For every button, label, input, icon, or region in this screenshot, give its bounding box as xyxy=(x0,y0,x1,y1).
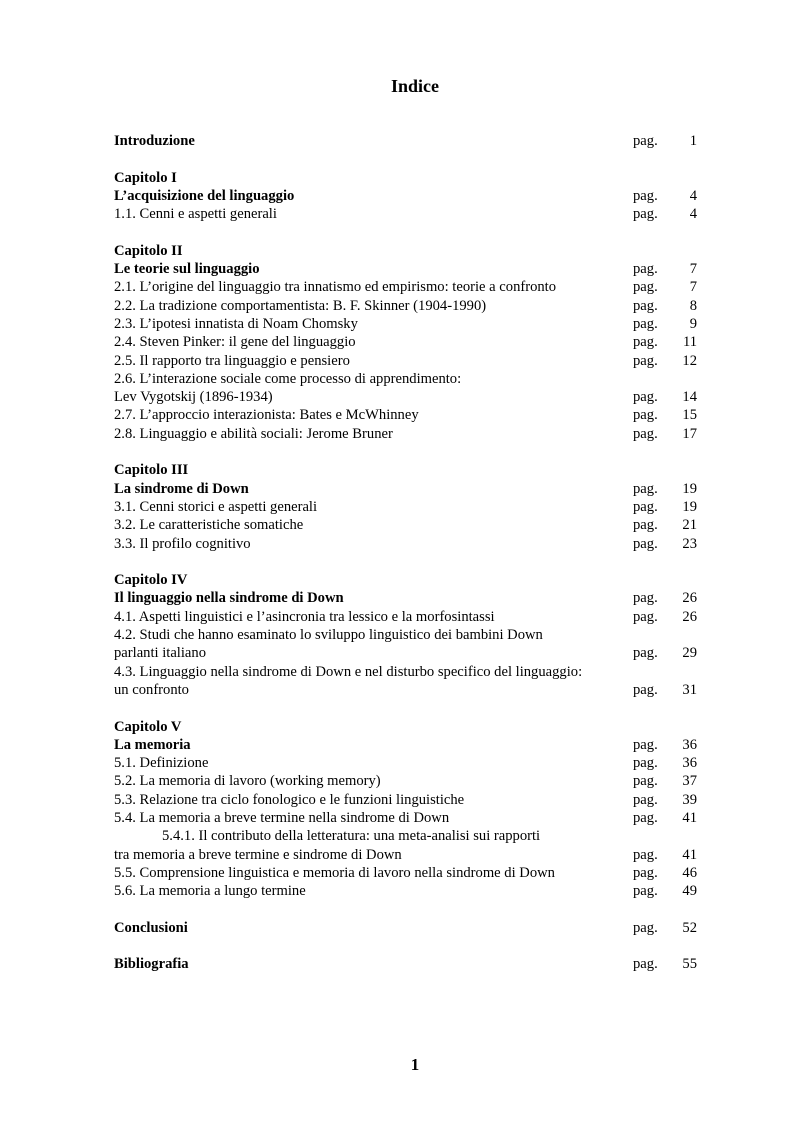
toc-entry xyxy=(114,882,699,900)
toc-entry-title: 5.4. La memoria a breve termine nella sindrome di Down xyxy=(114,809,450,826)
toc-page-label: pag. xyxy=(633,407,658,424)
toc-page-number: 8 xyxy=(689,297,697,314)
toc-page-number: 1 xyxy=(689,133,697,149)
toc-entry xyxy=(114,608,699,626)
toc-entry xyxy=(114,571,699,589)
toc-entry-title: parlanti italiano xyxy=(114,645,206,662)
toc-page-label: pag. xyxy=(633,261,658,278)
toc-page-number: 17 xyxy=(682,425,697,442)
toc-page-label: pag. xyxy=(633,498,658,515)
toc-entry xyxy=(114,187,699,205)
toc-entry-title: Bibliografia xyxy=(114,956,189,973)
toc-page-number: 4 xyxy=(689,206,697,223)
toc-page-label: pag. xyxy=(633,352,658,369)
toc-entry xyxy=(114,864,699,882)
toc-page-number: 14 xyxy=(682,389,697,406)
toc-entry-title: Capitolo IV xyxy=(114,572,188,589)
toc-page-number: 12 xyxy=(682,352,697,369)
toc-page-number: 7 xyxy=(689,279,697,296)
toc-entry-title: 5.5. Comprensione linguistica e memoria di lavoro nella sindrome di Down xyxy=(114,864,555,881)
toc-entry xyxy=(114,516,699,534)
toc-page-number: 4 xyxy=(689,187,697,204)
toc-page-number: 37 xyxy=(682,773,697,790)
toc-entry xyxy=(114,333,699,351)
toc-entry xyxy=(114,498,699,516)
toc-entry xyxy=(114,480,699,498)
toc-entry-title: 5.3. Relazione tra ciclo fonologico e le funzioni linguistiche xyxy=(114,791,465,808)
toc-page-number: 52 xyxy=(682,919,697,936)
toc-entry-title: 2.8. Linguaggio e abilità sociali: Jerome Bruner xyxy=(114,425,393,442)
toc-page-label: pag. xyxy=(633,315,658,332)
toc-entry-title: 2.5. Il rapporto tra linguaggio e pensiero xyxy=(114,352,350,369)
toc-entry-title: 4.3. Linguaggio nella sindrome di Down e nel disturbo specifico del linguaggio: xyxy=(114,663,583,680)
toc-page-label: pag. xyxy=(633,864,658,881)
toc-spacer xyxy=(114,699,699,717)
toc-entry xyxy=(114,663,699,681)
toc-entry-title: 2.6. L’interazione sociale come processo di apprendimento: xyxy=(114,370,462,387)
toc-page-number: 19 xyxy=(682,498,697,515)
toc-entry xyxy=(114,955,699,973)
toc-entry xyxy=(114,352,699,370)
toc-spacer xyxy=(114,900,699,918)
toc-page-label: pag. xyxy=(633,846,658,863)
toc-entry-title: un confronto xyxy=(114,681,189,698)
toc-page-label: pag. xyxy=(633,608,658,625)
toc-entry-title: Lev Vygotskij (1896-1934) xyxy=(114,389,273,406)
toc-page-label: pag. xyxy=(633,297,658,314)
toc-entry-title: 3.1. Cenni storici e aspetti generali xyxy=(114,498,318,515)
toc-page-number: 31 xyxy=(682,681,697,698)
toc-page-label: pag. xyxy=(633,919,658,936)
toc-page-label: pag. xyxy=(633,773,658,790)
toc-entry xyxy=(114,406,699,424)
toc-entry-title: Capitolo III xyxy=(114,462,189,479)
toc-page-label: pag. xyxy=(633,535,658,552)
toc-entry xyxy=(114,809,699,827)
toc-page-label: pag. xyxy=(633,279,658,296)
toc-page-label: pag. xyxy=(633,480,658,497)
toc-page-label: pag. xyxy=(633,883,658,900)
toc-entry-title: tra memoria a breve termine e sindrome di Down xyxy=(114,846,402,863)
toc-entry xyxy=(114,425,699,443)
toc-page-number: 23 xyxy=(682,535,697,552)
toc-entry-title: La memoria xyxy=(114,736,191,753)
toc-entry xyxy=(114,772,699,790)
toc-page-label: pag. xyxy=(633,736,658,753)
toc-spacer xyxy=(114,150,699,168)
page-number: 1 xyxy=(410,1055,420,1074)
toc-page-number: 9 xyxy=(689,315,697,332)
toc-entry-title: Le teorie sul linguaggio xyxy=(114,261,260,278)
toc-spacer xyxy=(114,223,699,241)
toc-page-label: pag. xyxy=(633,187,658,204)
toc-entry-title: L’acquisizione del linguaggio xyxy=(114,187,295,204)
toc-entry-title: Capitolo II xyxy=(114,242,183,259)
toc-page-number: 41 xyxy=(682,846,697,863)
toc-page-number: 26 xyxy=(682,608,697,625)
toc-entry xyxy=(114,388,699,406)
toc-entry-title: 2.3. L’ipotesi innatista di Noam Chomsky xyxy=(114,315,358,332)
toc-page-label: pag. xyxy=(633,334,658,351)
toc-entry xyxy=(114,681,699,699)
toc-page-label: pag. xyxy=(633,206,658,223)
toc-page-label: pag. xyxy=(633,389,658,406)
toc-entry-title: Conclusioni xyxy=(114,919,188,936)
toc-page-number: 46 xyxy=(682,864,697,881)
toc-entry xyxy=(114,260,699,278)
toc-page-label: pag. xyxy=(633,645,658,662)
toc-page-number: 55 xyxy=(682,956,697,973)
toc-page-number: 26 xyxy=(682,590,697,607)
toc-entry xyxy=(114,718,699,736)
toc-entry xyxy=(114,535,699,553)
toc-entry xyxy=(114,589,699,607)
toc-entry xyxy=(114,315,699,333)
toc-entry xyxy=(114,626,699,644)
toc-page-label: pag. xyxy=(633,425,658,442)
toc-page-label: pag. xyxy=(633,681,658,698)
toc-entry-title: 1.1. Cenni e aspetti generali xyxy=(114,206,277,223)
toc-entry-title: 5.2. La memoria di lavoro (working memory) xyxy=(114,773,381,790)
toc-page-number: 7 xyxy=(689,261,697,278)
toc-entry-title: Capitolo V xyxy=(114,718,182,735)
toc-entry-title: 4.2. Studi che hanno esaminato lo sviluppo linguistico dei bambini Down xyxy=(114,627,543,644)
toc-entry-title: La sindrome di Down xyxy=(114,480,249,497)
toc-entry xyxy=(114,205,699,223)
toc-page-label: pag. xyxy=(633,809,658,826)
toc-entry-title: 2.7. L’approccio interazionista: Bates e McWhinney xyxy=(114,407,419,424)
toc-page-label: pag. xyxy=(633,755,658,772)
page-title: Indice xyxy=(390,76,439,96)
toc-entry-title: 3.3. Il profilo cognitivo xyxy=(114,535,251,552)
toc-entry-title: 2.4. Steven Pinker: il gene del linguaggio xyxy=(114,334,356,351)
toc-page-number: 11 xyxy=(682,334,697,351)
toc-page-label: pag. xyxy=(633,590,658,607)
toc-entry xyxy=(114,791,699,809)
toc-spacer xyxy=(114,443,699,461)
toc-page-label: pag. xyxy=(633,133,658,149)
toc-page-number: 41 xyxy=(682,809,697,826)
toc-entry xyxy=(114,919,699,937)
toc-page-label: pag. xyxy=(633,791,658,808)
toc-entry xyxy=(114,132,699,150)
toc-entry xyxy=(114,169,699,187)
toc-page-number: 29 xyxy=(682,645,697,662)
toc-entry xyxy=(114,846,699,864)
toc-page-number: 19 xyxy=(682,480,697,497)
toc-spacer xyxy=(114,937,699,955)
toc-page-number: 39 xyxy=(682,791,697,808)
toc-entry xyxy=(114,242,699,260)
toc-entry xyxy=(114,370,699,388)
toc-page-label: pag. xyxy=(633,517,658,534)
table-of-contents xyxy=(114,132,699,974)
toc-entry xyxy=(114,278,699,296)
toc-entry xyxy=(114,461,699,479)
toc-entry-title: 2.2. La tradizione comportamentista: B. F. Skinner (1904-1990) xyxy=(114,297,487,314)
toc-entry xyxy=(114,297,699,315)
toc-spacer xyxy=(114,553,699,571)
toc-page-number: 15 xyxy=(682,407,697,424)
toc-entry-title: Introduzione xyxy=(114,133,195,149)
toc-entry xyxy=(114,754,699,772)
toc-entry-title: Il linguaggio nella sindrome di Down xyxy=(114,590,344,607)
toc-entry xyxy=(114,644,699,662)
toc-page-number: 36 xyxy=(682,736,697,753)
toc-entry-title: 4.1. Aspetti linguistici e l’asincronia tra lessico e la morfosintassi xyxy=(114,608,495,625)
toc-page-number: 21 xyxy=(682,517,697,534)
toc-entry-title: Capitolo I xyxy=(114,169,177,186)
toc-entry-title: 5.4.1. Il contributo della letteratura: una meta-analisi sui rapporti xyxy=(162,828,541,845)
toc-entry-title: 3.2. Le caratteristiche somatiche xyxy=(114,517,304,534)
toc-entry xyxy=(114,736,699,754)
toc-entry xyxy=(114,827,699,845)
toc-page-number: 36 xyxy=(682,755,697,772)
toc-entry-title: 5.1. Definizione xyxy=(114,755,209,772)
toc-page-label: pag. xyxy=(633,956,658,973)
toc-entry-title: 5.6. La memoria a lungo termine xyxy=(114,883,306,900)
toc-entry-title: 2.1. L’origine del linguaggio tra innatismo ed empirismo: teorie a confronto xyxy=(114,279,557,296)
toc-page-number: 49 xyxy=(682,883,697,900)
